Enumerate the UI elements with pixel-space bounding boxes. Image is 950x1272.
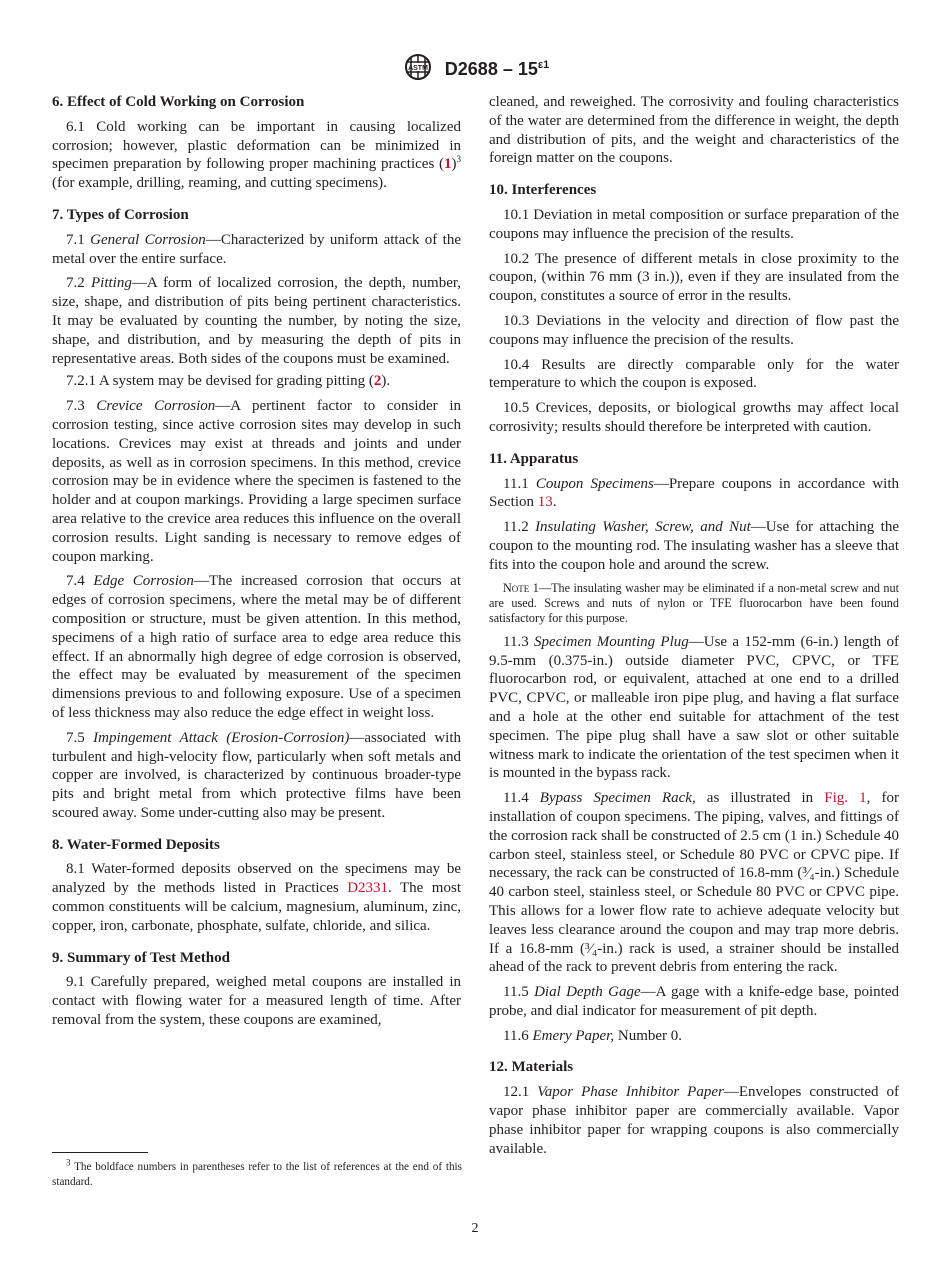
para-7-3: 7.3 Crevice Corrosion—A pertinent factor to consider in corrosion testing, since active corrosion sites may develop in such locations. Crevices may exist at threads and joints and under deposits, as well as in corrosion specimens. In this method, crevice corrosion may be in evidence where the specimen is fastened to the holder and at coupon markings. Providing a large specimen surface area relative to the crevice area reduces this influence on the overall corrosion results. Light sanding is necessary to remove edges of coupon marking. — [52, 398, 461, 565]
para-7-1: 7.1 General Corrosion—Characterized by uniform attack of the metal over the entire surface. — [52, 231, 461, 267]
para-9-1-continued: cleaned, and reweighed. The corrosivity and fouling characteristics of the water are determined from the difference in weight, the depth and distribution of pits, and the weight and characteristics of the foreign matter on the coupons. — [489, 94, 899, 167]
section-8-title: 8. Water-Formed Deposits — [52, 836, 220, 853]
footnote-3-marker[interactable]: 3 — [456, 154, 461, 165]
section-11-title: 11. Apparatus — [489, 450, 579, 467]
para-7-2: 7.2 Pitting—A form of localized corrosion, the depth, number, size, shape, and distribution of pits being pertinent characteristics. It may be evaluated by counting the number, by noting the size, shape, and distribution, and by measuring the depth of pits in representative areas. Both sides of the coupons must be examined. — [52, 275, 461, 367]
document-id: $D2688 - 15^{\varepsilon 1}$ — [444, 59, 550, 79]
para-7-4: 7.4 Edge Corrosion—The increased corrosion that occurs at edges of corrosion specimens, where the metal may be of different composition or structure, must be given attention. In this method, specimens of a high ratio of surface area to edge area reduce this effect. If an abnormally high degree of edge corrosion is observed, the effect may be evaluated by measurement of the specimen dimensions previous to and following exposure. Use of a specimen of less thickness may also reduce the edge effect in weight loss. — [52, 573, 462, 721]
right-column — [489, 93, 899, 1164]
para-10-4: 10.4 Results are directly comparable only for the water temperature to which the coupon is exposed. — [489, 356, 899, 392]
left-column — [52, 93, 461, 1036]
section-13-link[interactable]: 13 — [537, 494, 553, 511]
page-header — [0, 52, 950, 87]
para-11-1: 11.1 Coupon Specimens—Prepare coupons in accordance with Section 13. — [489, 475, 899, 511]
para-7-5: 7.5 Impingement Attack (Erosion-Corrosion)—associated with turbulent and high-velocity flow, particularly when soft metals and copper are involved, is characterized by continuous broader-type pits and bright metal from which protective films have been scoured away. Some under-cutting also may be present. — [52, 729, 461, 821]
para-8-1: 8.1 Water-formed deposits observed on the specimens may be analyzed by the methods listed in Practices D2331. The most common constituents will be calcium, magnesium, aluminum, zinc, copper, iron, carbonate, phosphate, sulfate, chloride, and silica. — [52, 861, 461, 934]
para-10-2: 10.2 The presence of different metals in close proximity to the coupon, (within 76 mm (3 in.)), even if they are insulated from the coupon, constitutes a source of error in the results. — [489, 250, 899, 305]
para-6-1: 6.1 Cold working can be important in causing localized corrosion; however, plastic deformation can be minimized in specimen preparation by following proper machining practices (1)$^3$ (for example, drilling, reaming, and cutting specimens). — [52, 118, 461, 192]
ref-2-link[interactable]: 2 — [373, 373, 382, 390]
para-11-4: 11.4 Bypass Specimen Rack, as illustrated in Fig. 1, for installation of coupon specimens. The piping, valves, and fittings of the corrosion rack shall be constructed of 2.5 cm (1 in.) Schedule 40 carbon steel, stainless steel, or Schedule 80 PVC or CPVC pipe. If necessary, the rack can be constructed of 16.8-mm (³⁄₄-in.) Schedule 40 carbon steel, stainless steel, or Schedule 80 PVC or CPVC pipe. This allows for a lower flow rate to achieve adequate velocity but leaves less clearance around the coupon and may trap more debris. If a 16.8-mm (³⁄₄-in.) rack is used, a strainer should be installed ahead of the rack to prevent debris from entering the rack. — [489, 790, 899, 976]
fig-1-link[interactable]: Fig. 1 — [824, 790, 867, 807]
para-11-5: 11.5 Dial Depth Gage—A gage with a knife-edge base, pointed probe, and dial indicator for measurement of pit depth. — [489, 984, 899, 1019]
note-1: Note 1—The insulating washer may be eliminated if a non-metal screw and nut are used. Screws and nuts of nylon or TFE fluorocarbon have been found satisfactory for this purpose. — [489, 580, 899, 626]
para-10-1: 10.1 Deviation in metal composition or surface preparation of the coupons may influence the precision of the results. — [489, 206, 899, 242]
para-12-1: 12.1 Vapor Phase Inhibitor Paper—Envelopes constructed of vapor phase inhibitor paper are commercially available. Vapor phase inhibitor paper for wrapping coupons is also commercially available. — [489, 1084, 900, 1157]
footnote-divider — [52, 1152, 148, 1153]
section-6-title: 6. Effect of Cold Working on Corrosion — [52, 94, 305, 110]
footnote-3: $^3$ The boldface numbers in parentheses refer to the list of references at the end of this standard. — [52, 1157, 462, 1188]
para-9-1: 9.1 Carefully prepared, weighed metal coupons are installed in contact with flowing water for a measured length of time. After removal from the system, these coupons are examined, — [52, 974, 461, 1029]
section-10-title: 10. Interferences — [489, 182, 597, 199]
para-10-5: 10.5 Crevices, deposits, or biological growths may affect local corrosivity; results should therefore be interpreted with caution. — [489, 400, 899, 435]
astm-logo-icon — [401, 52, 435, 87]
svg-text:ASTM: ASTM — [407, 65, 428, 72]
ref-1-link[interactable]: 1 — [444, 156, 452, 173]
para-11-2: 11.2 Insulating Washer, Screw, and Nut—Use for attaching the coupon to the mounting rod. The insulating washer has a sleeve that fits into the coupon hole and around the screw. — [489, 519, 899, 573]
d2331-link[interactable]: D2331 — [347, 880, 389, 897]
para-10-3: 10.3 Deviations in the velocity and direction of flow past the coupons may influence the precision of the results. — [489, 312, 899, 348]
section-12-title: 12. Materials — [489, 1059, 574, 1076]
para-11-6: 11.6 Emery Paper, Number 0. — [503, 1027, 683, 1044]
para-7-2-1: 7.2.1 A system may be devised for grading pitting (2). — [66, 373, 391, 390]
page-number: 2 — [471, 1221, 479, 1236]
para-11-3: 11.3 Specimen Mounting Plug—Use a 152-mm (6-in.) length of 9.5-mm (0.375-in.) outside diameter PVC, CPVC, or TFE fluorocarbon rod, or equivalent, attached at one end to a drilled PVC, CPVC, or malleable iron pipe plug, and having a flat surface and a hole at the other end suitable for attachment of the test specimen. The pipe plug shall have a saw slot or other suitable witness mark to indicate the orientation of the test specimen when it is mounted in the bypass rack. — [489, 633, 899, 782]
section-9-title: 9. Summary of Test Method — [52, 949, 230, 966]
section-7-title: 7. Types of Corrosion — [52, 206, 189, 223]
